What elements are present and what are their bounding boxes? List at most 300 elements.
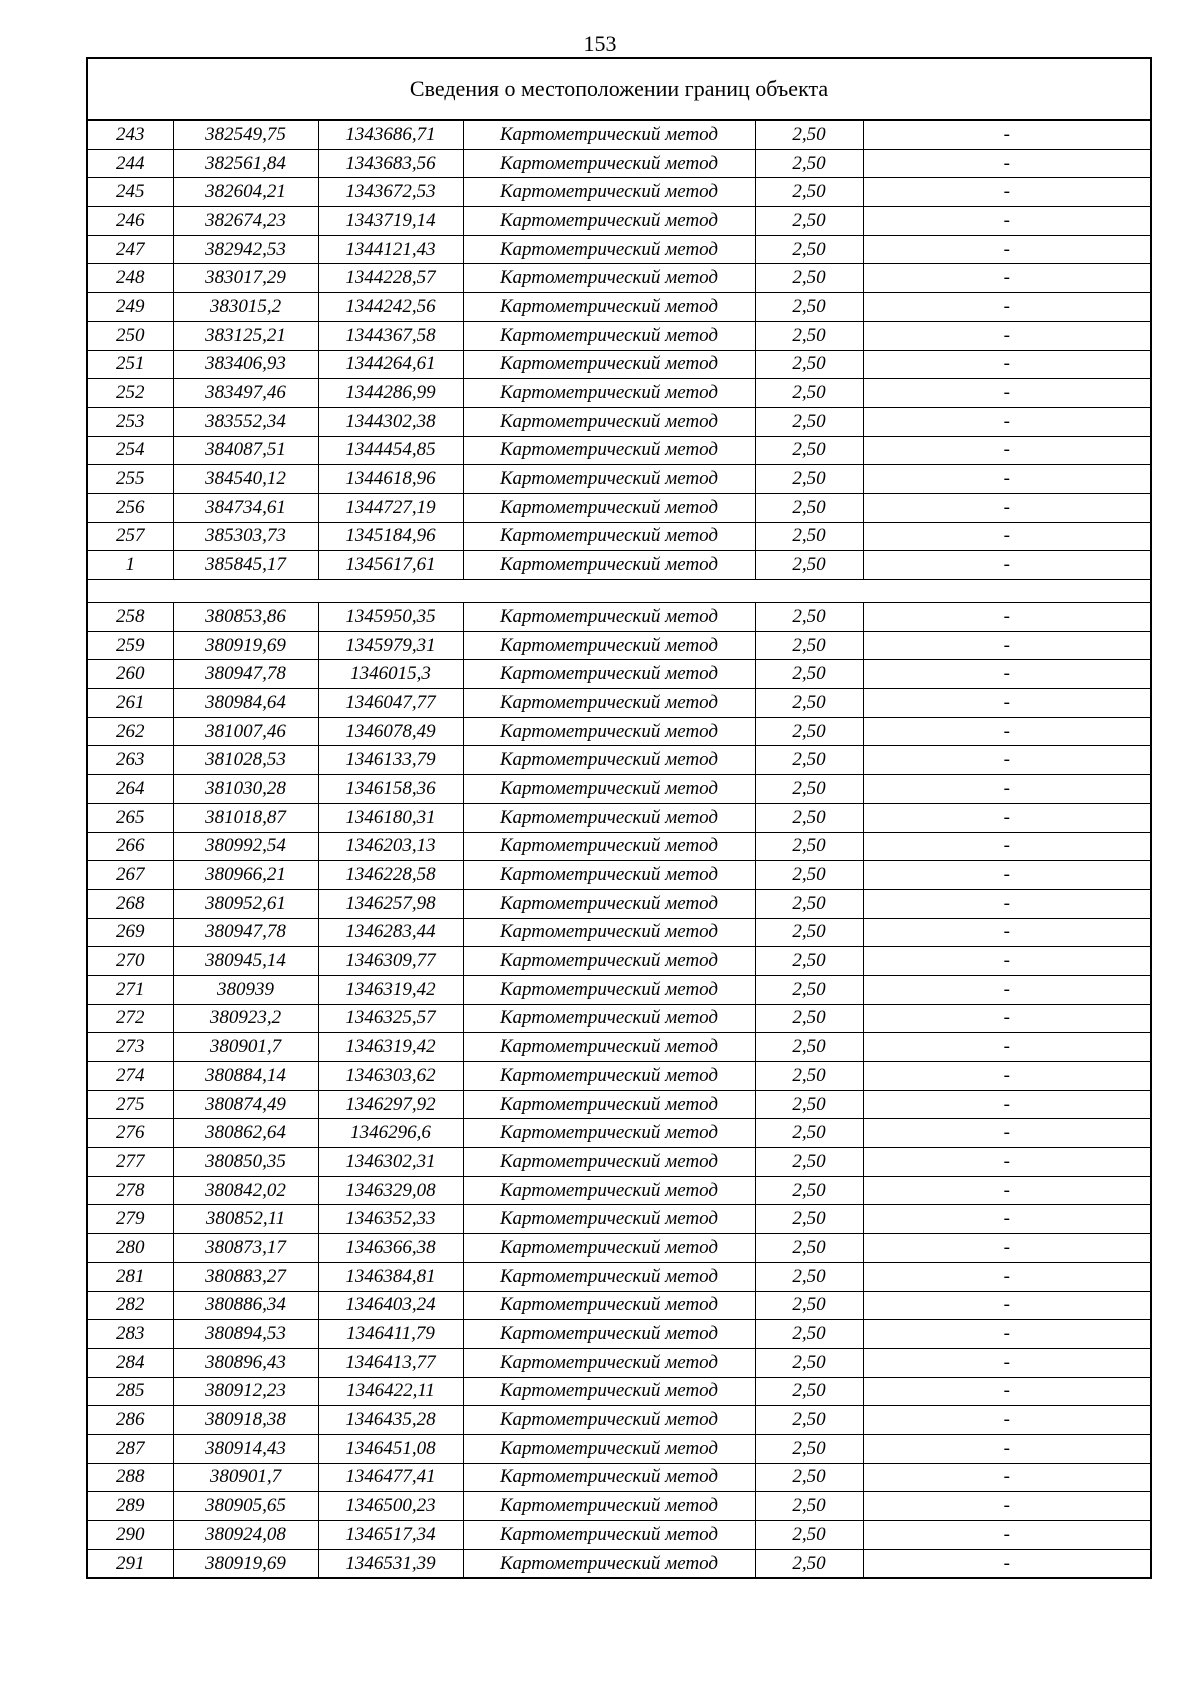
- precision-cell: 2,50: [755, 1176, 863, 1205]
- point-number: 270: [87, 947, 173, 976]
- method-cell: Картометрический метод: [463, 1348, 755, 1377]
- method-cell: Картометрический метод: [463, 350, 755, 379]
- table-row: [87, 235, 1151, 264]
- coordinate-y: 1346500,23: [318, 1492, 463, 1521]
- precision-cell: 2,50: [755, 746, 863, 775]
- method-cell: Картометрический метод: [463, 551, 755, 580]
- method-cell: Картометрический метод: [463, 1377, 755, 1406]
- point-number: 273: [87, 1033, 173, 1062]
- coordinate-y: 1344286,99: [318, 379, 463, 408]
- table-row: [87, 407, 1151, 436]
- precision-cell: 2,50: [755, 918, 863, 947]
- coordinate-y: 1344454,85: [318, 436, 463, 465]
- coordinate-x: 380901,7: [173, 1033, 318, 1062]
- coordinate-x: 383125,21: [173, 321, 318, 350]
- coordinate-x: 383017,29: [173, 264, 318, 293]
- precision-cell: 2,50: [755, 1377, 863, 1406]
- precision-cell: 2,50: [755, 1521, 863, 1550]
- description-cell: -: [863, 1262, 1151, 1291]
- precision-cell: 2,50: [755, 1549, 863, 1578]
- table-row: [87, 1492, 1151, 1521]
- precision-cell: 2,50: [755, 436, 863, 465]
- method-cell: Картометрический метод: [463, 1549, 755, 1578]
- point-number: 283: [87, 1320, 173, 1349]
- coordinate-x: 381030,28: [173, 775, 318, 804]
- point-number: 269: [87, 918, 173, 947]
- method-cell: Картометрический метод: [463, 264, 755, 293]
- point-number: 282: [87, 1291, 173, 1320]
- coordinate-x: 380853,86: [173, 603, 318, 632]
- table-row: [87, 889, 1151, 918]
- coordinate-y: 1346047,77: [318, 689, 463, 718]
- method-cell: Картометрический метод: [463, 717, 755, 746]
- precision-cell: 2,50: [755, 689, 863, 718]
- table-row: [87, 178, 1151, 207]
- description-cell: -: [863, 975, 1151, 1004]
- coordinate-y: 1346283,44: [318, 918, 463, 947]
- precision-cell: 2,50: [755, 660, 863, 689]
- precision-cell: 2,50: [755, 350, 863, 379]
- coordinate-y: 1346303,62: [318, 1062, 463, 1091]
- coordinate-x: 384540,12: [173, 465, 318, 494]
- method-cell: Картометрический метод: [463, 1521, 755, 1550]
- method-cell: Картометрический метод: [463, 235, 755, 264]
- method-cell: Картометрический метод: [463, 1262, 755, 1291]
- table-row: [87, 293, 1151, 322]
- precision-cell: 2,50: [755, 975, 863, 1004]
- precision-cell: 2,50: [755, 178, 863, 207]
- method-cell: Картометрический метод: [463, 918, 755, 947]
- description-cell: -: [863, 1291, 1151, 1320]
- boundary-table: [86, 57, 1152, 1579]
- precision-cell: 2,50: [755, 832, 863, 861]
- precision-cell: 2,50: [755, 207, 863, 236]
- point-number: 285: [87, 1377, 173, 1406]
- page-number: 153: [583, 31, 617, 56]
- table-row: [87, 264, 1151, 293]
- point-number: 271: [87, 975, 173, 1004]
- table-row: [87, 1148, 1151, 1177]
- point-number: 260: [87, 660, 173, 689]
- coordinate-x: 380952,61: [173, 889, 318, 918]
- table-row: [87, 1549, 1151, 1578]
- coordinate-x: 380919,69: [173, 1549, 318, 1578]
- coordinate-y: 1344242,56: [318, 293, 463, 322]
- method-cell: Картометрический метод: [463, 832, 755, 861]
- description-cell: -: [863, 120, 1151, 149]
- method-cell: Картометрический метод: [463, 603, 755, 632]
- coordinate-x: 380945,14: [173, 947, 318, 976]
- method-cell: Картометрический метод: [463, 775, 755, 804]
- coordinate-y: 1346158,36: [318, 775, 463, 804]
- table-title-row: [87, 58, 1151, 120]
- coordinate-x: 380905,65: [173, 1492, 318, 1521]
- table-row: [87, 1234, 1151, 1263]
- method-cell: Картометрический метод: [463, 1090, 755, 1119]
- coordinate-x: 380939: [173, 975, 318, 1004]
- coordinate-y: 1344727,19: [318, 493, 463, 522]
- description-cell: -: [863, 293, 1151, 322]
- table-row: [87, 1291, 1151, 1320]
- table-row: [87, 603, 1151, 632]
- coordinate-y: 1346413,77: [318, 1348, 463, 1377]
- method-cell: Картометрический метод: [463, 293, 755, 322]
- method-cell: Картометрический метод: [463, 207, 755, 236]
- table-row: [87, 379, 1151, 408]
- table-row: [87, 1119, 1151, 1148]
- coordinate-y: 1344121,43: [318, 235, 463, 264]
- coordinate-x: 380966,21: [173, 861, 318, 890]
- table-row: [87, 1377, 1151, 1406]
- point-number: 266: [87, 832, 173, 861]
- coordinate-y: 1346296,6: [318, 1119, 463, 1148]
- point-number: 277: [87, 1148, 173, 1177]
- precision-cell: 2,50: [755, 321, 863, 350]
- method-cell: Картометрический метод: [463, 1463, 755, 1492]
- point-number: 254: [87, 436, 173, 465]
- precision-cell: 2,50: [755, 1406, 863, 1435]
- description-cell: -: [863, 1176, 1151, 1205]
- method-cell: Картометрический метод: [463, 1119, 755, 1148]
- coordinate-x: 380886,34: [173, 1291, 318, 1320]
- description-cell: -: [863, 522, 1151, 551]
- method-cell: Картометрический метод: [463, 1434, 755, 1463]
- method-cell: Картометрический метод: [463, 1176, 755, 1205]
- table-row: [87, 1320, 1151, 1349]
- coordinate-y: 1346352,33: [318, 1205, 463, 1234]
- coordinate-y: 1346384,81: [318, 1262, 463, 1291]
- coordinate-y: 1346435,28: [318, 1406, 463, 1435]
- table-row: [87, 551, 1151, 580]
- precision-cell: 2,50: [755, 1234, 863, 1263]
- coordinate-y: 1346517,34: [318, 1521, 463, 1550]
- description-cell: -: [863, 861, 1151, 890]
- description-cell: -: [863, 660, 1151, 689]
- method-cell: Картометрический метод: [463, 1291, 755, 1320]
- table-row: [87, 1004, 1151, 1033]
- point-number: 259: [87, 631, 173, 660]
- coordinate-y: 1346203,13: [318, 832, 463, 861]
- method-cell: Картометрический метод: [463, 889, 755, 918]
- point-number: 290: [87, 1521, 173, 1550]
- table-row: [87, 1406, 1151, 1435]
- point-number: 291: [87, 1549, 173, 1578]
- section-separator-row: [87, 580, 1151, 603]
- table-row: [87, 975, 1151, 1004]
- table-row: [87, 631, 1151, 660]
- precision-cell: 2,50: [755, 1348, 863, 1377]
- precision-cell: 2,50: [755, 1090, 863, 1119]
- coordinate-x: 382561,84: [173, 149, 318, 178]
- coordinate-y: 1346325,57: [318, 1004, 463, 1033]
- point-number: 274: [87, 1062, 173, 1091]
- description-cell: -: [863, 1205, 1151, 1234]
- point-number: 255: [87, 465, 173, 494]
- table-row: [87, 522, 1151, 551]
- precision-cell: 2,50: [755, 264, 863, 293]
- coordinate-x: 380883,27: [173, 1262, 318, 1291]
- point-number: 272: [87, 1004, 173, 1033]
- description-cell: -: [863, 775, 1151, 804]
- coordinate-y: 1345617,61: [318, 551, 463, 580]
- point-number: 284: [87, 1348, 173, 1377]
- coordinate-x: 380923,2: [173, 1004, 318, 1033]
- coordinate-y: 1346297,92: [318, 1090, 463, 1119]
- table-title: Сведения о местоположении границ объекта: [87, 58, 1151, 120]
- coordinate-y: 1346319,42: [318, 975, 463, 1004]
- method-cell: Картометрический метод: [463, 149, 755, 178]
- table-row: [87, 350, 1151, 379]
- precision-cell: 2,50: [755, 407, 863, 436]
- method-cell: Картометрический метод: [463, 1234, 755, 1263]
- coordinate-y: 1346015,3: [318, 660, 463, 689]
- method-cell: Картометрический метод: [463, 631, 755, 660]
- description-cell: -: [863, 832, 1151, 861]
- table-row: [87, 918, 1151, 947]
- precision-cell: 2,50: [755, 551, 863, 580]
- coordinate-y: 1346366,38: [318, 1234, 463, 1263]
- description-cell: -: [863, 149, 1151, 178]
- description-cell: -: [863, 178, 1151, 207]
- point-number: 249: [87, 293, 173, 322]
- method-cell: Картометрический метод: [463, 436, 755, 465]
- precision-cell: 2,50: [755, 1291, 863, 1320]
- method-cell: Картометрический метод: [463, 178, 755, 207]
- method-cell: Картометрический метод: [463, 689, 755, 718]
- coordinate-x: 383406,93: [173, 350, 318, 379]
- coordinate-x: 380842,02: [173, 1176, 318, 1205]
- point-number: 251: [87, 350, 173, 379]
- precision-cell: 2,50: [755, 1262, 863, 1291]
- description-cell: -: [863, 717, 1151, 746]
- description-cell: -: [863, 493, 1151, 522]
- coordinate-x: 381007,46: [173, 717, 318, 746]
- description-cell: -: [863, 1148, 1151, 1177]
- point-number: 268: [87, 889, 173, 918]
- coordinate-x: 380947,78: [173, 918, 318, 947]
- description-cell: -: [863, 350, 1151, 379]
- precision-cell: 2,50: [755, 493, 863, 522]
- coordinate-x: 383015,2: [173, 293, 318, 322]
- method-cell: Картометрический метод: [463, 746, 755, 775]
- point-number: 264: [87, 775, 173, 804]
- point-number: 276: [87, 1119, 173, 1148]
- description-cell: -: [863, 689, 1151, 718]
- point-number: 280: [87, 1234, 173, 1263]
- method-cell: Картометрический метод: [463, 493, 755, 522]
- point-number: 265: [87, 803, 173, 832]
- precision-cell: 2,50: [755, 120, 863, 149]
- table-row: [87, 1262, 1151, 1291]
- coordinate-y: 1346133,79: [318, 746, 463, 775]
- point-number: 289: [87, 1492, 173, 1521]
- point-number: 244: [87, 149, 173, 178]
- method-cell: Картометрический метод: [463, 1320, 755, 1349]
- method-cell: Картометрический метод: [463, 861, 755, 890]
- method-cell: Картометрический метод: [463, 379, 755, 408]
- coordinate-x: 380924,08: [173, 1521, 318, 1550]
- description-cell: -: [863, 321, 1151, 350]
- description-cell: -: [863, 603, 1151, 632]
- precision-cell: 2,50: [755, 717, 863, 746]
- method-cell: Картометрический метод: [463, 120, 755, 149]
- coordinate-x: 381028,53: [173, 746, 318, 775]
- coordinate-x: 382674,23: [173, 207, 318, 236]
- coordinate-x: 380862,64: [173, 1119, 318, 1148]
- precision-cell: 2,50: [755, 1463, 863, 1492]
- point-number: 261: [87, 689, 173, 718]
- table-row: [87, 717, 1151, 746]
- method-cell: Картометрический метод: [463, 1205, 755, 1234]
- description-cell: -: [863, 746, 1151, 775]
- coordinate-x: 385845,17: [173, 551, 318, 580]
- method-cell: Картометрический метод: [463, 1062, 755, 1091]
- table-row: [87, 1033, 1151, 1062]
- point-number: 256: [87, 493, 173, 522]
- precision-cell: 2,50: [755, 1320, 863, 1349]
- table-row: [87, 1348, 1151, 1377]
- precision-cell: 2,50: [755, 235, 863, 264]
- description-cell: -: [863, 1463, 1151, 1492]
- precision-cell: 2,50: [755, 1119, 863, 1148]
- coordinate-y: 1343719,14: [318, 207, 463, 236]
- table-row: [87, 861, 1151, 890]
- point-number: 1: [87, 551, 173, 580]
- method-cell: Картометрический метод: [463, 660, 755, 689]
- description-cell: -: [863, 1090, 1151, 1119]
- description-cell: -: [863, 1406, 1151, 1435]
- description-cell: -: [863, 918, 1151, 947]
- point-number: 250: [87, 321, 173, 350]
- point-number: 247: [87, 235, 173, 264]
- table-row: [87, 660, 1151, 689]
- table-row: [87, 1205, 1151, 1234]
- coordinate-x: 380914,43: [173, 1434, 318, 1463]
- coordinate-x: 380850,35: [173, 1148, 318, 1177]
- coordinate-y: 1344302,38: [318, 407, 463, 436]
- method-cell: Картометрический метод: [463, 975, 755, 1004]
- point-number: 281: [87, 1262, 173, 1291]
- precision-cell: 2,50: [755, 1205, 863, 1234]
- coordinate-y: 1344228,57: [318, 264, 463, 293]
- precision-cell: 2,50: [755, 522, 863, 551]
- section-separator: [87, 580, 1151, 603]
- precision-cell: 2,50: [755, 465, 863, 494]
- method-cell: Картометрический метод: [463, 1148, 755, 1177]
- table-row: [87, 1062, 1151, 1091]
- coordinate-x: 380912,23: [173, 1377, 318, 1406]
- precision-cell: 2,50: [755, 1434, 863, 1463]
- coordinate-y: 1346302,31: [318, 1148, 463, 1177]
- precision-cell: 2,50: [755, 1492, 863, 1521]
- coordinate-x: 380918,38: [173, 1406, 318, 1435]
- method-cell: Картометрический метод: [463, 407, 755, 436]
- description-cell: -: [863, 264, 1151, 293]
- table-row: [87, 120, 1151, 149]
- table-row: [87, 689, 1151, 718]
- coordinate-y: 1346531,39: [318, 1549, 463, 1578]
- precision-cell: 2,50: [755, 293, 863, 322]
- precision-cell: 2,50: [755, 149, 863, 178]
- coordinate-x: 385303,73: [173, 522, 318, 551]
- coordinate-y: 1344618,96: [318, 465, 463, 494]
- coordinate-x: 382549,75: [173, 120, 318, 149]
- point-number: 252: [87, 379, 173, 408]
- point-number: 262: [87, 717, 173, 746]
- description-cell: -: [863, 1004, 1151, 1033]
- table-row: [87, 207, 1151, 236]
- table-row: [87, 775, 1151, 804]
- coordinate-y: 1346477,41: [318, 1463, 463, 1492]
- method-cell: Картометрический метод: [463, 465, 755, 494]
- point-number: 258: [87, 603, 173, 632]
- method-cell: Картометрический метод: [463, 947, 755, 976]
- coordinate-y: 1344264,61: [318, 350, 463, 379]
- description-cell: -: [863, 1434, 1151, 1463]
- table-row: [87, 493, 1151, 522]
- precision-cell: 2,50: [755, 379, 863, 408]
- coordinate-y: 1345979,31: [318, 631, 463, 660]
- coordinate-x: 380947,78: [173, 660, 318, 689]
- coordinate-x: 381018,87: [173, 803, 318, 832]
- precision-cell: 2,50: [755, 1004, 863, 1033]
- table-row: [87, 832, 1151, 861]
- precision-cell: 2,50: [755, 1062, 863, 1091]
- description-cell: -: [863, 1521, 1151, 1550]
- point-number: 267: [87, 861, 173, 890]
- point-number: 286: [87, 1406, 173, 1435]
- description-cell: -: [863, 889, 1151, 918]
- precision-cell: 2,50: [755, 631, 863, 660]
- precision-cell: 2,50: [755, 803, 863, 832]
- table-row: [87, 1434, 1151, 1463]
- table-row: [87, 947, 1151, 976]
- point-number: 287: [87, 1434, 173, 1463]
- description-cell: -: [863, 1033, 1151, 1062]
- precision-cell: 2,50: [755, 1148, 863, 1177]
- method-cell: Картометрический метод: [463, 522, 755, 551]
- description-cell: -: [863, 436, 1151, 465]
- description-cell: -: [863, 379, 1151, 408]
- coordinate-x: 380884,14: [173, 1062, 318, 1091]
- table-row: [87, 746, 1151, 775]
- coordinate-x: 380984,64: [173, 689, 318, 718]
- description-cell: -: [863, 1492, 1151, 1521]
- coordinate-y: 1346228,58: [318, 861, 463, 890]
- description-cell: -: [863, 947, 1151, 976]
- coordinate-y: 1346329,08: [318, 1176, 463, 1205]
- coordinate-x: 384087,51: [173, 436, 318, 465]
- description-cell: -: [863, 1062, 1151, 1091]
- coordinate-y: 1343683,56: [318, 149, 463, 178]
- description-cell: -: [863, 235, 1151, 264]
- coordinate-y: 1346257,98: [318, 889, 463, 918]
- point-number: 263: [87, 746, 173, 775]
- description-cell: -: [863, 1549, 1151, 1578]
- point-number: 243: [87, 120, 173, 149]
- method-cell: Картометрический метод: [463, 1033, 755, 1062]
- coordinate-y: 1346411,79: [318, 1320, 463, 1349]
- method-cell: Картометрический метод: [463, 321, 755, 350]
- coordinate-x: 380873,17: [173, 1234, 318, 1263]
- table-row: [87, 1176, 1151, 1205]
- coordinate-x: 380894,53: [173, 1320, 318, 1349]
- coordinate-y: 1345184,96: [318, 522, 463, 551]
- coordinate-y: 1346180,31: [318, 803, 463, 832]
- coordinate-y: 1346309,77: [318, 947, 463, 976]
- point-number: 246: [87, 207, 173, 236]
- point-number: 253: [87, 407, 173, 436]
